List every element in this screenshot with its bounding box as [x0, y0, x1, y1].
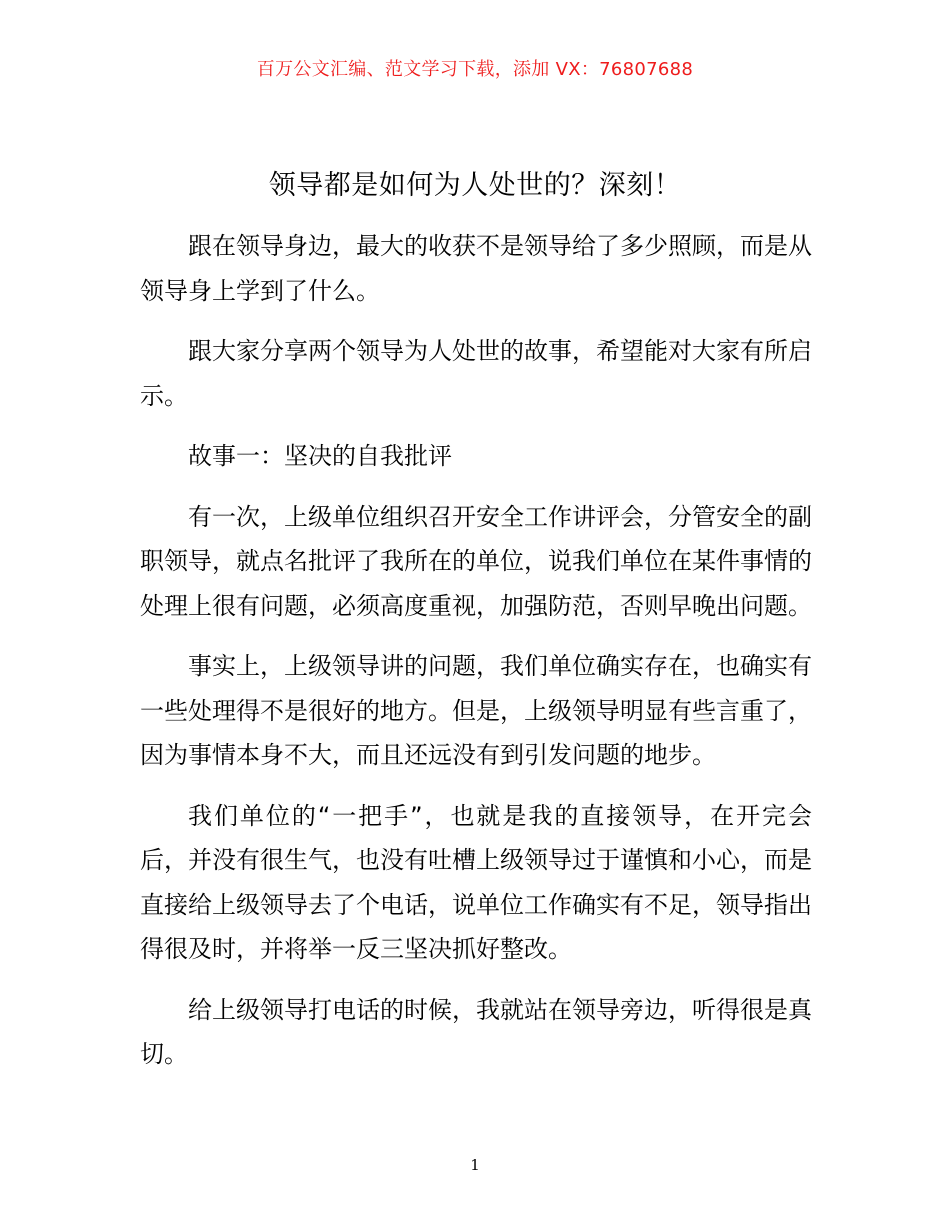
paragraph: 给上级领导打电话的时候，我就站在领导旁边，听得很是真切。 — [140, 995, 812, 1068]
document-title: 领导都是如何为人处世的？深刻！ — [268, 170, 682, 201]
header-banner: 百万公文汇编、范文学习下载，添加 VX：76807688 — [256, 59, 694, 80]
paragraph: 我们单位的“一把手”，也就是我的直接领导，在开完会后，并没有很生气，也没有吐槽上级领导过于谨慎和小心，而是直接给上级领导去了个电话，说单位工作确实有不足，领导指出得很及时，并将举一反三坚决抓好整改。 — [140, 801, 812, 963]
paragraph: 跟大家分享两个领导为人处世的故事，希望能对大家有所启示。 — [140, 337, 812, 410]
page-number: 1 — [470, 1156, 480, 1174]
paragraph: 跟在领导身边，最大的收获不是领导给了多少照顾，而是从领导身上学到了什么。 — [140, 232, 812, 305]
paragraph: 有一次，上级单位组织召开安全工作讲评会，分管安全的副职领导，就点名批评了我所在的单位，说我们单位在某件事情的处理上很有问题，必须高度重视，加强防范，否则早晚出问题。 — [140, 502, 812, 620]
section-heading: 故事一：坚决的自我批评 — [188, 442, 452, 470]
paragraph: 事实上，上级领导讲的问题，我们单位确实存在，也确实有一些处理得不是很好的地方。但是，上级领导明显有些言重了，因为事情本身不大，而且还远没有到引发问题的地步。 — [140, 652, 812, 769]
document-body — [140, 224, 812, 1093]
